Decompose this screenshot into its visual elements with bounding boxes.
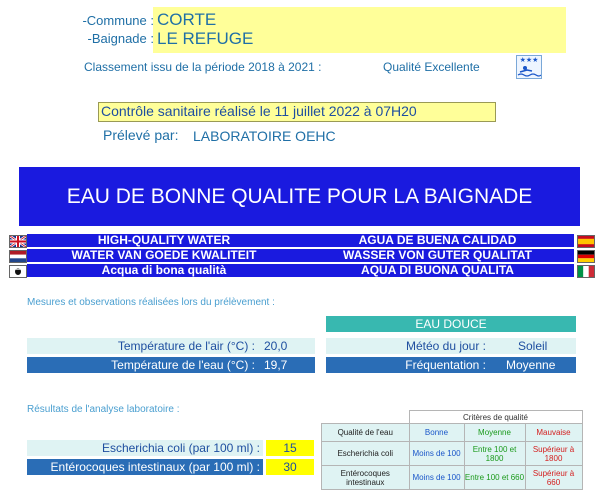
- criteria-ecoli-row: [322, 442, 583, 466]
- preleve-label: Prélevé par:: [103, 127, 179, 143]
- eau-type-text: EAU DOUCE: [415, 317, 487, 331]
- criteria-ecoli-bonne: Moins de 100: [409, 442, 464, 466]
- frequentation-value: Moyenne: [506, 358, 556, 372]
- criteria-bonne-header: Bonne: [409, 424, 464, 442]
- ecoli-value: 15: [266, 440, 314, 456]
- italy-flag-icon: [577, 265, 595, 278]
- translation-it: AQUA DI BUONA QUALITA: [361, 263, 514, 277]
- preleve-value: LABORATOIRE OEHC: [193, 128, 336, 144]
- criteria-title: Critères de qualité: [409, 411, 582, 424]
- translation-row-2: [27, 249, 574, 262]
- spain-flag-icon: [577, 235, 595, 248]
- netherlands-flag-icon: [9, 250, 27, 263]
- swimmer-icon: [517, 65, 541, 77]
- classement-text: Classement issu de la période 2018 à 2021 :: [84, 60, 322, 74]
- meteo-label: Météo du jour :: [405, 339, 486, 353]
- uk-flag-icon: [9, 235, 27, 248]
- commune-label: -Commune :: [82, 13, 154, 28]
- translation-en: HIGH-QUALITY WATER: [97, 233, 231, 247]
- entero-label: Entérocoques intestinaux (par 100 ml) :: [50, 460, 260, 474]
- quality-banner: [19, 167, 580, 226]
- criteria-corner: [322, 411, 410, 424]
- criteria-table: [321, 410, 583, 490]
- translation-es: AGUA DE BUENA CALIDAD: [358, 233, 517, 247]
- criteria-quality-header: Qualité de l'eau: [322, 424, 410, 442]
- criteria-moyenne-header: Moyenne: [464, 424, 525, 442]
- translation-de: WASSER VON GUTER QUALITAT: [343, 248, 532, 262]
- entero-value: 30: [266, 459, 314, 475]
- criteria-entero-row: [322, 466, 583, 490]
- quality-badge-icon: [516, 55, 542, 79]
- controle-text-fallback: Contrôle sanitaire réalisé le 11 juillet 2022 à 07H20: [101, 103, 417, 119]
- germany-flag-icon: [577, 250, 595, 263]
- classement-quality: Qualité Excellente: [383, 60, 480, 74]
- criteria-entero-moyenne: Entre 100 et 660: [464, 466, 525, 490]
- corsica-flag-icon: [9, 265, 27, 278]
- air-temp-label: Température de l'air (°C) :: [117, 339, 255, 353]
- baignade-label: -Baignade :: [87, 31, 154, 46]
- criteria-entero-label: Entérocoques intestinaux: [322, 466, 410, 490]
- frequentation-label: Fréquentation :: [405, 358, 486, 372]
- banner-text: EAU DE BONNE QUALITE POUR LA BAIGNADE: [66, 185, 533, 208]
- translation-nl: WATER VAN GOEDE KWALITEIT: [71, 248, 257, 262]
- criteria-header-row: [322, 424, 583, 442]
- criteria-ecoli-label: Escherichia coli: [322, 442, 410, 466]
- commune-value: CORTE: [157, 10, 217, 29]
- translation-co: Acqua di bona qualità: [101, 263, 227, 277]
- meteo-value: Soleil: [518, 339, 548, 353]
- baignade-value: LE REFUGE: [157, 29, 254, 48]
- translation-row-3: [27, 264, 574, 277]
- air-temp-value: 20,0: [264, 339, 288, 353]
- water-temp-label: Température de l'eau (°C) :: [111, 358, 255, 372]
- criteria-ecoli-mauvaise: Supérieur à 1800: [525, 442, 582, 466]
- criteria-entero-bonne: Moins de 100: [409, 466, 464, 490]
- criteria-mauvaise-header: Mauvaise: [525, 424, 582, 442]
- translation-row-1: [27, 234, 574, 247]
- criteria-entero-mauvaise: Supérieur à 660: [525, 466, 582, 490]
- eau-type-badge: [326, 316, 576, 332]
- resultats-title: Résultats de l'analyse laboratoire :: [27, 404, 180, 415]
- stars-icon: ★★★: [519, 57, 539, 64]
- criteria-ecoli-moyenne: Entre 100 et 1800: [464, 442, 525, 466]
- water-temp-value: 19,7: [264, 358, 288, 372]
- mesures-title: Mesures et observations réalisées lors du prélèvement :: [27, 297, 275, 308]
- ecoli-label: Escherichia coli (par 100 ml) :: [101, 441, 260, 455]
- criteria-title-row: [322, 411, 583, 424]
